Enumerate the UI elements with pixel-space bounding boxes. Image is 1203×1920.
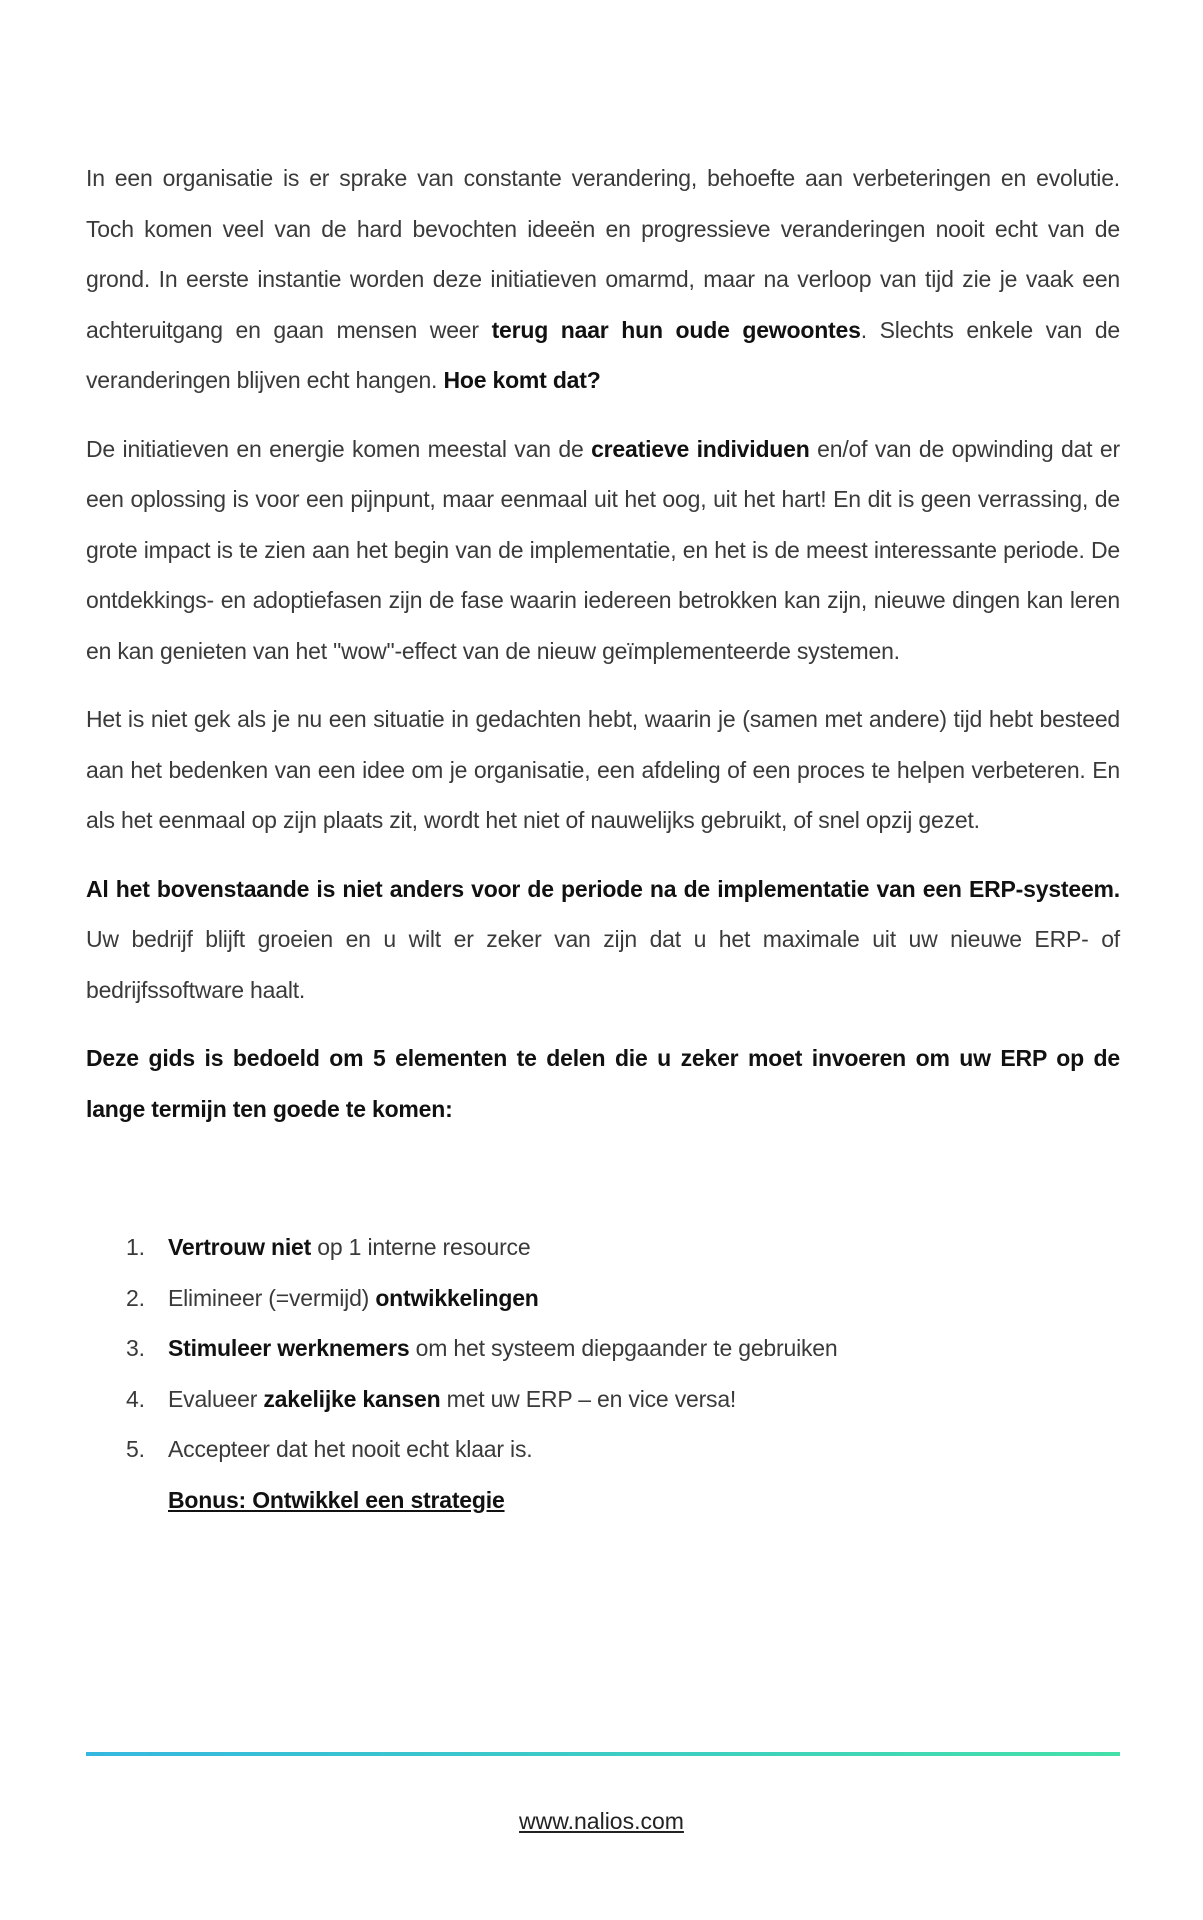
document-body — [86, 153, 1120, 1525]
list-item — [86, 1273, 1120, 1324]
paragraph-guide-purpose: Deze gids is bedoeld om 5 elementen te delen die u zeker moet invoeren om uw ERP op de lange termijn ten goede te komen: — [86, 1045, 1120, 1122]
footer-divider — [86, 1752, 1120, 1756]
list-item-text: om het systeem diepgaander te gebruiken — [409, 1335, 838, 1361]
bonus-item: Bonus: Ontwikkel een strategie — [168, 1486, 505, 1513]
footer-website-link[interactable]: www.nalios.com — [519, 1808, 684, 1834]
paragraph-intro — [86, 153, 1120, 406]
paragraph-text: In een organisatie is er sprake van constante verandering, behoefte aan verbeteringen en evolutie. Toch komen veel van de hard bevochten ideeën en progressieve veranderingen nooit echt van de grond. In eerste instantie worden deze initiatieven omarmd, maar na verloop van tijd zie je vaak een achteruitgang en gaan mensen weer — [86, 165, 1120, 343]
list-item-bold: Stimuleer werknemers — [168, 1335, 410, 1361]
list-number: 1. — [126, 1234, 145, 1260]
spacer — [86, 1152, 1120, 1222]
list-item-bold: zakelijke kansen — [263, 1385, 441, 1412]
list-number: 2. — [126, 1284, 145, 1311]
paragraph-situation: Het is niet gek als je nu een situatie in gedachten hebt, waarin je (samen met andere) tijd hebt besteed aan het bedenken van een idee om je organisatie, een afdeling of een proces te helpen verbeteren. En als het eenmaal op zijn plaats zit, wordt het niet of nauwelijks gebruikt, of snel opzij gezet. — [86, 706, 1120, 833]
elements-list — [86, 1222, 1120, 1475]
list-item — [86, 1424, 1120, 1475]
list-number: 3. — [126, 1335, 145, 1361]
list-item-bold: Vertrouw niet — [168, 1234, 312, 1260]
list-item — [86, 1323, 1120, 1374]
paragraph-text: en/of van de opwinding dat er een oplossing is voor een pijnpunt, maar eenmaal uit het oog, uit het hart! En dit is geen verrassing, de grote impact is te zien aan het begin van de implementatie, en het is de meest interessante periode. De ontdekkings- en adoptiefasen zijn de fase waarin iedereen betrokken kan zijn, nieuwe dingen kan leren en kan genieten van het "wow"-effect van de nieuw geïmplementeerde systemen. — [86, 435, 1120, 664]
emphasis-text: Al het bovenstaande is niet anders voor de periode na de implementatie van een ERP-systeem. — [86, 875, 1120, 902]
paragraph-initiatives — [86, 424, 1120, 677]
list-item-bold: ontwikkelingen — [375, 1284, 539, 1311]
emphasis-question: Hoe komt dat? — [443, 367, 601, 393]
paragraph-text: De initiatieven en energie komen meestal van de — [86, 435, 592, 462]
list-item — [86, 1374, 1120, 1425]
list-number: 5. — [126, 1436, 145, 1462]
list-number: 4. — [126, 1385, 145, 1412]
emphasis-text: terug naar hun oude gewoontes — [491, 316, 861, 343]
emphasis-text: creatieve individuen — [591, 435, 810, 462]
list-item — [86, 1222, 1120, 1273]
list-item-text: met uw ERP – en vice versa! — [440, 1385, 737, 1412]
list-item-text: Elimineer (=vermijd) — [168, 1284, 376, 1311]
list-item-text: Accepteer dat het nooit echt klaar is. — [168, 1436, 533, 1462]
paragraph-erp — [86, 864, 1120, 1016]
paragraph-text: . Slechts enkele van de veranderingen blijven echt hangen. — [86, 316, 1120, 393]
paragraph-text: Uw bedrijf blijft groeien en u wilt er zeker van zijn dat u het maximale uit uw nieuwe ERP- of bedrijfssoftware haalt. — [86, 926, 1120, 1003]
list-item-text: op 1 interne resource — [311, 1234, 531, 1260]
list-item-text: Evalueer — [168, 1385, 264, 1412]
